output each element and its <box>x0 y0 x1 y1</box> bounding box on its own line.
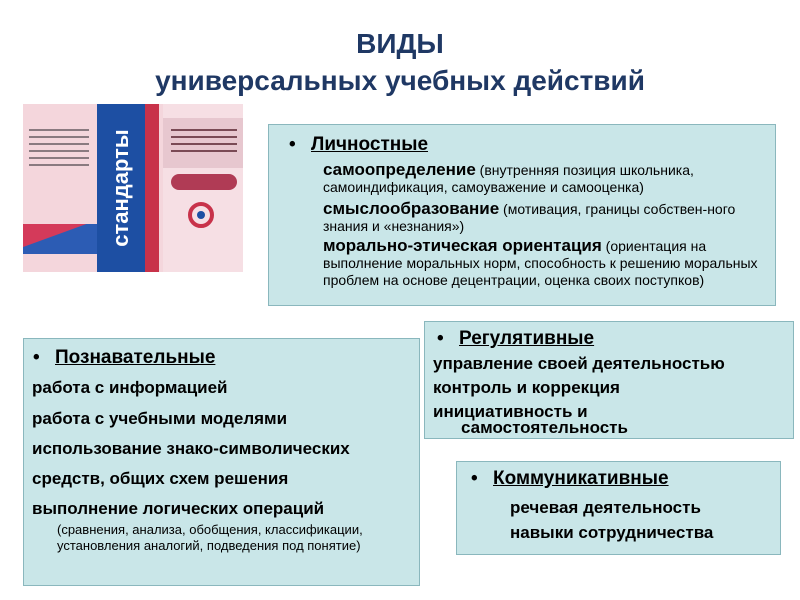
personal-heading: • Личностные <box>289 134 429 155</box>
regulatory-box <box>424 321 794 439</box>
cognitive-heading: • Познавательные <box>33 347 216 368</box>
cognitive-note: (сравнения, анализа, обобщения, классификации, установления аналогий, подведения под понятие) <box>57 522 363 553</box>
personal-item: морально-этическая ориентация (ориентация на выполнение моральных норм, способность к решению моральных проблем на основе децентрации, оценка своих поступков) <box>323 236 758 288</box>
book-spine-accent <box>145 104 159 272</box>
personal-item: смыслообразование (мотивация, границы собствен-ного знания и «незнания») <box>323 199 736 234</box>
communicative-line: навыки сотрудничества <box>510 523 714 542</box>
cognitive-line: средств, общих схем решения <box>32 469 289 488</box>
book-front-title-lines <box>171 124 237 157</box>
page-title: ВИДЫ <box>356 28 444 59</box>
regulatory-line: самостоятельность <box>461 418 628 437</box>
personal-box <box>268 124 776 306</box>
book-front-script <box>171 174 237 190</box>
page-subtitle: универсальных учебных действий <box>155 65 645 96</box>
communicative-line: речевая деятельность <box>510 498 701 517</box>
cognitive-box <box>23 338 420 586</box>
cognitive-line: использование знако-символических <box>32 439 350 458</box>
book-cover-image <box>23 104 243 272</box>
regulatory-line: контроль и коррекция <box>433 378 620 397</box>
regulatory-line: управление своей деятельностью <box>433 354 725 373</box>
regulatory-heading: • Регулятивные <box>437 328 595 349</box>
cognitive-line: работа с учебными моделями <box>32 409 288 428</box>
communicative-heading: • Коммуникативные <box>471 468 669 489</box>
cognitive-line: выполнение логических операций <box>32 499 325 518</box>
cognitive-line: работа с информацией <box>32 378 228 397</box>
book-back-text-lines <box>29 124 89 171</box>
book-spine-title: стандарты <box>108 129 133 247</box>
book-logo-icon <box>188 202 214 228</box>
communicative-box <box>456 461 781 555</box>
personal-item: самоопределение (внутренняя позиция школьника, самоиндификация, самоуважение и самооценка) <box>323 160 694 195</box>
regulatory-line: инициативность и <box>433 402 588 421</box>
book-flag-stripe <box>23 224 97 254</box>
book-front <box>163 104 243 272</box>
